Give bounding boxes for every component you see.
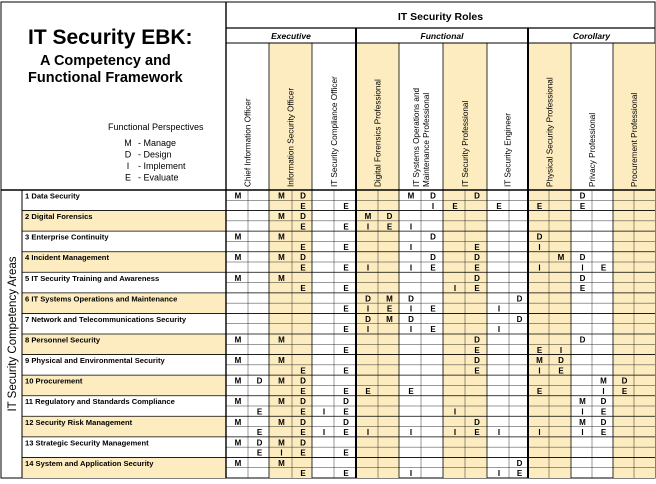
role-name: IT Security Engineer	[503, 112, 513, 187]
cell-value: I	[409, 469, 413, 479]
cell-value: M	[278, 397, 285, 407]
cell-value: I	[497, 469, 501, 479]
role-name: IT Security Compliance Officer	[330, 76, 339, 187]
cell-value: E	[474, 366, 480, 376]
area-name: 1 Data Security	[25, 191, 80, 201]
perspective-label: - Evaluate	[138, 172, 179, 183]
cell-value: E	[600, 407, 607, 417]
area-name: 12 Security Risk Management	[25, 417, 133, 427]
cell-value: E	[579, 284, 586, 294]
area-name: 14 System and Application Security	[25, 458, 154, 468]
cell-value: I	[322, 407, 326, 417]
group-label-corollary: Corollary	[572, 31, 611, 41]
cell-value: M	[278, 191, 285, 201]
cell-value: E	[343, 222, 349, 232]
cell-value: E	[300, 428, 306, 438]
cell-value: I	[431, 201, 435, 211]
cell-value: M	[600, 376, 607, 386]
cell-value: I	[538, 428, 541, 438]
role-name: Maintenance Professional	[422, 92, 431, 187]
cell-value: E	[474, 428, 480, 438]
cell-value: D	[474, 356, 480, 366]
cell-value: M	[234, 376, 242, 386]
cell-value: E	[496, 201, 502, 211]
cell-value: E	[343, 263, 349, 273]
cell-value: M	[278, 273, 285, 283]
cell-value: D	[408, 314, 414, 324]
cell-value: D	[343, 397, 349, 407]
cell-value: D	[621, 376, 628, 386]
cell-value: I	[280, 448, 283, 458]
cell-value: E	[300, 469, 306, 479]
area-name: 11 Regulatory and Standards Compliance	[25, 397, 175, 407]
cell-value: E	[430, 325, 436, 335]
cell-value: D	[600, 397, 607, 407]
cell-value: D	[300, 438, 306, 448]
cell-value: D	[256, 438, 263, 448]
cell-value: I	[409, 304, 413, 314]
cell-value: D	[430, 253, 436, 263]
cell-value: D	[579, 335, 586, 345]
area-name: 9 Physical and Environmental Security	[25, 356, 165, 366]
cell-value: D	[579, 191, 586, 201]
cell-value: I	[366, 263, 370, 273]
cell-value: E	[474, 263, 480, 273]
cell-value: I	[581, 428, 584, 438]
cell-value: E	[558, 366, 564, 376]
cell-value: D	[300, 376, 306, 386]
perspective-code: M	[124, 138, 132, 148]
roles-header: IT Security Roles	[397, 11, 484, 23]
area-name: 6 IT Systems Operations and Maintenance	[25, 294, 178, 304]
perspective-label: - Design	[138, 149, 172, 160]
perspective-label: - Implement	[138, 161, 186, 171]
cell-value: I	[409, 222, 413, 232]
cell-value: D	[430, 232, 436, 242]
cell-value: M	[386, 294, 393, 304]
cell-value: D	[343, 417, 349, 427]
area-name: 13 Strategic Security Management	[25, 438, 149, 448]
framework-subtitle-line-1: A Competency and	[40, 53, 171, 69]
cell-value: E	[300, 201, 306, 211]
cell-value: E	[343, 386, 349, 396]
cell-value: E	[430, 263, 436, 273]
cell-value: D	[474, 273, 480, 283]
cell-value: E	[343, 242, 349, 252]
cell-value: I	[322, 428, 326, 438]
cell-value: D	[474, 335, 480, 345]
cell-value: E	[365, 386, 371, 396]
cell-value: M	[234, 253, 242, 263]
cell-value: D	[408, 294, 414, 304]
cell-value: I	[602, 386, 605, 396]
cell-value: I	[366, 428, 370, 438]
cell-value: E	[621, 386, 628, 396]
area-name: 3 Enterprise Continuity	[25, 232, 109, 242]
cell-value: M	[278, 212, 285, 222]
cell-value: I	[538, 242, 541, 252]
cell-value: E	[536, 386, 543, 396]
cell-value: E	[343, 469, 349, 479]
cell-value: D	[300, 253, 306, 263]
group-label-executive: Executive	[271, 31, 311, 41]
cell-value: E	[474, 345, 480, 355]
role-name: Information Security Officer	[286, 87, 296, 187]
cell-value: M	[579, 397, 586, 407]
perspective-code: I	[126, 161, 130, 171]
cell-value: M	[234, 232, 242, 242]
cell-value: E	[430, 304, 436, 314]
cell-value: I	[409, 263, 413, 273]
cell-value: M	[579, 417, 586, 427]
area-name: 4 Incident Management	[25, 253, 109, 263]
cell-value: I	[453, 407, 457, 417]
cell-value: E	[256, 448, 263, 458]
cell-value: I	[366, 304, 370, 314]
cell-value: D	[474, 191, 480, 201]
cell-value: D	[300, 191, 306, 201]
cell-value: M	[234, 458, 242, 468]
role-name: Digital Forensics Professional	[373, 79, 383, 187]
cell-value: M	[557, 253, 565, 263]
cell-value: D	[300, 397, 306, 407]
cell-value: M	[278, 356, 285, 366]
cell-value: I	[581, 407, 584, 417]
cell-value: E	[536, 201, 543, 211]
cell-value: E	[536, 345, 543, 355]
area-name: 7 Network and Telecommunications Security	[25, 314, 187, 324]
group-label-functional: Functional	[420, 31, 464, 41]
cell-value: M	[407, 191, 415, 201]
role-name: Privacy Professional	[588, 112, 597, 187]
cell-value: I	[409, 428, 413, 438]
cell-value: E	[343, 325, 349, 335]
cell-value: D	[430, 191, 436, 201]
cell-value: E	[300, 242, 306, 252]
cell-value: I	[497, 304, 501, 314]
cell-value: M	[278, 253, 285, 263]
cell-value: D	[536, 232, 543, 242]
cell-value: E	[343, 428, 349, 438]
cell-value: M	[278, 335, 285, 345]
cell-value: E	[579, 201, 586, 211]
cell-value: M	[278, 376, 285, 386]
role-name: IT Systems Operations and	[412, 87, 421, 187]
cell-value: E	[300, 366, 306, 376]
cell-value: E	[300, 284, 306, 294]
cell-value: E	[256, 407, 263, 417]
perspective-code: E	[124, 172, 132, 183]
cell-value: E	[408, 386, 414, 396]
area-name: 5 IT Security Training and Awareness	[25, 273, 160, 283]
cell-value: D	[474, 253, 480, 263]
cell-value: I	[497, 325, 501, 335]
cell-value: E	[256, 428, 263, 438]
role-name: Procurement Professional	[630, 92, 639, 187]
cell-value: D	[300, 212, 306, 222]
cell-value: E	[516, 469, 523, 479]
cell-value: M	[278, 438, 285, 448]
cell-value: D	[516, 294, 523, 304]
cell-value: E	[300, 222, 306, 232]
cell-value: D	[579, 253, 586, 263]
cell-value: M	[234, 438, 242, 448]
cell-value: M	[364, 212, 372, 222]
area-name: 10 Procurement	[25, 376, 83, 386]
role-name: Chief Information Officer	[243, 98, 253, 187]
cell-value: I	[366, 222, 370, 232]
cell-value: E	[386, 304, 393, 314]
cell-value: I	[538, 263, 541, 273]
cell-value: M	[536, 356, 543, 366]
cell-value: D	[256, 376, 263, 386]
cell-value: I	[581, 263, 584, 273]
framework-title: IT Security EBK:	[28, 26, 193, 49]
cell-value: E	[300, 407, 306, 417]
cell-value: E	[343, 284, 349, 294]
cell-value: M	[278, 417, 285, 427]
cell-value: D	[600, 417, 607, 427]
areas-axis-label: IT Security Competency Areas	[7, 256, 19, 412]
cell-value: E	[343, 345, 349, 355]
cell-value: D	[516, 314, 523, 324]
perspective-label: - Manage	[138, 138, 177, 148]
area-name: 2 Digital Forensics	[25, 212, 93, 222]
cell-value: D	[474, 417, 480, 427]
cell-value: M	[278, 232, 285, 242]
cell-value: D	[516, 458, 523, 468]
cell-value: M	[234, 356, 242, 366]
cell-value: M	[278, 458, 285, 468]
cell-value: D	[365, 294, 371, 304]
cell-value: E	[343, 366, 349, 376]
cell-value: M	[234, 397, 242, 407]
cell-value: E	[600, 263, 607, 273]
cell-value: E	[343, 448, 349, 458]
perspective-code: D	[124, 149, 132, 160]
cell-value: M	[386, 314, 393, 324]
cell-value: I	[366, 325, 370, 335]
cell-value: M	[234, 417, 242, 427]
cell-value: I	[453, 428, 457, 438]
cell-value: I	[409, 242, 413, 252]
cell-value: D	[386, 212, 393, 222]
framework-subtitle-line-2: Functional Framework	[28, 70, 183, 86]
cell-value: E	[452, 201, 458, 211]
cell-value: E	[474, 284, 480, 294]
role-name: IT Security Professional	[461, 100, 470, 187]
cell-value: E	[474, 242, 480, 252]
role-name: Physical Security Professional	[545, 77, 555, 187]
cell-value: E	[300, 263, 306, 273]
cell-value: E	[343, 407, 349, 417]
cell-value: E	[600, 428, 607, 438]
cell-value: D	[579, 273, 586, 283]
cell-value: M	[234, 191, 242, 201]
cell-value: I	[409, 325, 413, 335]
cell-value: E	[343, 304, 349, 314]
cell-value: D	[300, 417, 306, 427]
cell-value: M	[234, 273, 242, 283]
cell-value: I	[538, 366, 541, 376]
cell-value: E	[343, 201, 349, 211]
perspectives-heading: Functional Perspectives	[108, 122, 204, 132]
cell-value: I	[453, 284, 457, 294]
cell-value: I	[497, 428, 501, 438]
cell-value: I	[559, 345, 563, 355]
cell-value: E	[300, 448, 306, 458]
cell-value: E	[386, 222, 393, 232]
cell-value: M	[234, 335, 242, 345]
cell-value: D	[558, 356, 564, 366]
area-name: 8 Personnel Security	[25, 335, 101, 345]
cell-value: D	[365, 314, 371, 324]
cell-value: E	[300, 386, 306, 396]
